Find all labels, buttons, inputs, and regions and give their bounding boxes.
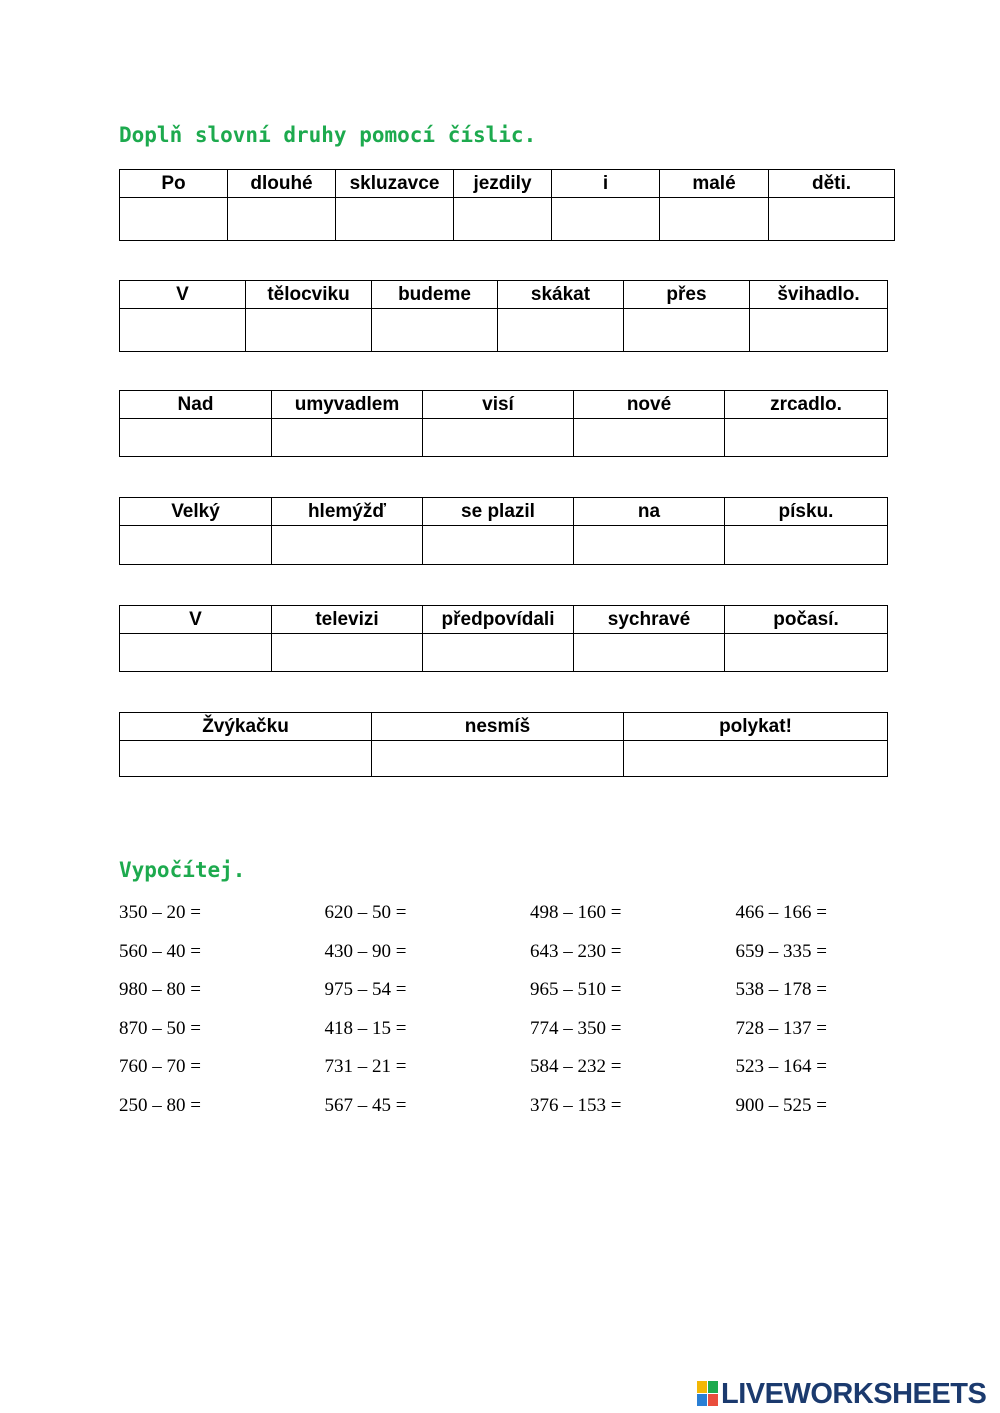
word-cell: švihadlo. [750,281,888,309]
exercise: 498 – 160 = [530,902,622,923]
word-cell: počasí. [725,606,888,634]
exercise: 376 – 153 = [530,1094,622,1116]
answer-cell[interactable] [660,198,769,241]
exercise: 466 – 166 = [735,902,827,923]
word-cell: skluzavce [336,170,454,198]
word-row [120,170,895,198]
exercise: 728 – 137 = [735,1017,827,1039]
exercise: 870 – 50 = [119,1017,201,1039]
answer-cell[interactable] [120,741,372,777]
word-cell: V [120,606,272,634]
word-table-5 [119,605,888,672]
word-cell: malé [660,170,769,198]
answer-row [120,526,888,565]
exercise: 900 – 525 = [735,1094,827,1116]
word-cell: děti. [769,170,895,198]
word-cell: nové [574,391,725,419]
answer-cell[interactable] [272,526,423,565]
logo-text: LIVEWORKSHEETS [721,1377,987,1410]
answer-cell[interactable] [552,198,660,241]
word-row [120,391,888,419]
exercise: 538 – 178 = [735,979,827,1001]
answer-cell[interactable] [423,419,574,457]
answer-row [120,634,888,672]
word-row [120,498,888,526]
exercise-grid [119,900,959,1132]
exercise: 774 – 350 = [530,1017,622,1039]
answer-cell[interactable] [725,634,888,672]
word-cell: se plazil [423,498,574,526]
word-cell: i [552,170,660,198]
answer-cell[interactable] [574,634,725,672]
word-cell: televizi [272,606,423,634]
answer-cell[interactable] [769,198,895,241]
answer-row [120,419,888,457]
word-cell: písku. [725,498,888,526]
exercise-row [119,939,959,978]
word-cell: na [574,498,725,526]
word-cell: Nad [120,391,272,419]
answer-cell[interactable] [228,198,336,241]
exercise: 523 – 164 = [735,1056,827,1078]
exercise-row [119,1016,959,1055]
answer-cell[interactable] [574,419,725,457]
word-cell: visí [423,391,574,419]
answer-cell[interactable] [372,741,624,777]
answer-cell[interactable] [120,198,228,241]
answer-cell[interactable] [750,309,888,352]
answer-row [120,309,888,352]
word-cell: zrcadlo. [725,391,888,419]
exercise: 250 – 80 = [119,1094,201,1116]
exercise: 620 – 50 = [324,902,407,923]
answer-cell[interactable] [120,526,272,565]
logo-cubes-icon [697,1381,719,1407]
answer-cell[interactable] [120,634,272,672]
word-cell: tělocviku [246,281,372,309]
answer-cell[interactable] [725,419,888,457]
exercise-row [119,1054,959,1093]
answer-cell[interactable] [336,198,454,241]
word-cell: Žvýkačku [120,713,372,741]
word-cell: dlouhé [228,170,336,198]
answer-cell[interactable] [120,309,246,352]
exercise: 965 – 510 = [530,979,622,1001]
word-table-6 [119,712,888,777]
exercise: 760 – 70 = [119,1056,201,1078]
word-cell: skákat [498,281,624,309]
word-cell: přes [624,281,750,309]
word-cell: hlemýžď [272,498,423,526]
word-cell: V [120,281,246,309]
exercise: 560 – 40 = [119,940,201,962]
answer-row [120,741,888,777]
word-row [120,713,888,741]
exercise: 430 – 90 = [324,940,407,962]
word-table-3 [119,390,888,457]
section-title: Vypočítej. [119,858,246,882]
page-title: Doplň slovní druhy pomocí číslic. [119,123,537,147]
answer-cell[interactable] [423,526,574,565]
word-row [120,606,888,634]
liveworksheets-logo[interactable] [697,1378,986,1410]
answer-cell[interactable] [423,634,574,672]
answer-cell[interactable] [574,526,725,565]
exercise-row [119,977,959,1016]
word-cell: polykat! [624,713,888,741]
answer-cell[interactable] [454,198,552,241]
exercise: 975 – 54 = [324,979,407,1001]
exercise: 584 – 232 = [530,1056,622,1078]
answer-cell[interactable] [272,419,423,457]
answer-cell[interactable] [272,634,423,672]
exercise-row [119,1093,959,1132]
exercise: 350 – 20 = [119,902,201,923]
word-cell: Velký [120,498,272,526]
answer-cell[interactable] [246,309,372,352]
word-cell: Po [120,170,228,198]
exercise: 659 – 335 = [735,940,827,962]
word-table-2 [119,280,888,352]
word-table-1 [119,169,895,241]
answer-cell[interactable] [624,309,750,352]
answer-cell[interactable] [498,309,624,352]
word-cell: sychravé [574,606,725,634]
word-table-4 [119,497,888,565]
word-row [120,281,888,309]
exercise: 980 – 80 = [119,979,201,1001]
exercise: 731 – 21 = [324,1056,407,1078]
exercise: 418 – 15 = [324,1017,407,1039]
answer-cell[interactable] [120,419,272,457]
answer-cell[interactable] [624,741,888,777]
exercise: 643 – 230 = [530,940,622,962]
answer-cell[interactable] [372,309,498,352]
exercise-row [119,900,959,939]
answer-cell[interactable] [725,526,888,565]
answer-row [120,198,895,241]
word-cell: budeme [372,281,498,309]
word-cell: umyvadlem [272,391,423,419]
word-cell: nesmíš [372,713,624,741]
exercise: 567 – 45 = [324,1094,407,1116]
word-cell: jezdily [454,170,552,198]
word-cell: předpovídali [423,606,574,634]
